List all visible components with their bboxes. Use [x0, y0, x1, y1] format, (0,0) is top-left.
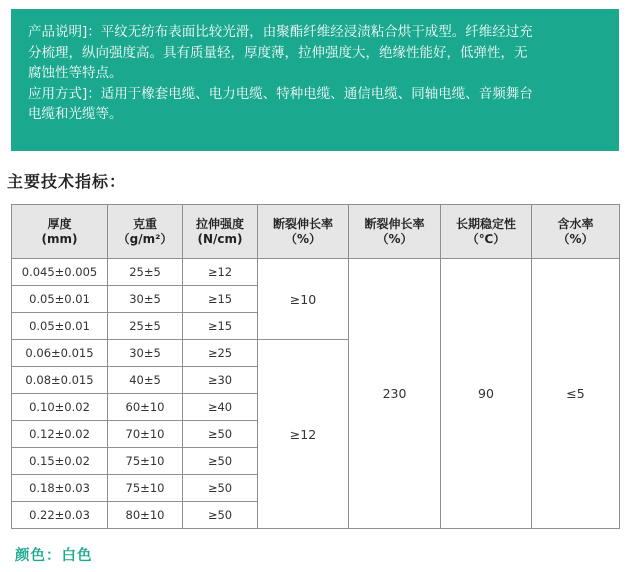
section-title: 主要技术指标： [7, 172, 127, 191]
intro-line: 应用方式]：适用于橡套电缆、电力电缆、特种电缆、通信电缆、同轴电缆、音频舞台 [28, 85, 533, 102]
cell-tensile: ≥50 [183, 475, 258, 502]
header-moisture: 含水率 （%） [532, 205, 620, 259]
cell-thickness: 0.06±0.015 [12, 340, 108, 367]
header-elongation-1: 断裂伸长率 （%） [258, 205, 349, 259]
cell-tensile: ≥12 [183, 259, 258, 286]
cell-thickness: 0.10±0.02 [12, 394, 108, 421]
cell-tensile: ≥50 [183, 448, 258, 475]
cell-stability: 90 [441, 259, 532, 529]
cell-weight: 75±10 [108, 475, 183, 502]
header-thickness: 厚度 (mm) [12, 205, 108, 259]
intro-line: 电缆和光缆等。 [28, 106, 123, 122]
cell-weight: 75±10 [108, 448, 183, 475]
cell-tensile: ≥15 [183, 286, 258, 313]
cell-weight: 30±5 [108, 340, 183, 367]
intro-line: 分梳理，纵向强度高。具有质量轻，厚度薄，拉伸强度大，绝缘性能好，低弹性，无 [28, 44, 528, 61]
cell-tensile: ≥25 [183, 340, 258, 367]
cell-thickness: 0.15±0.02 [12, 448, 108, 475]
cell-tensile: ≥50 [183, 502, 258, 529]
cell-moisture: ≤5 [532, 259, 620, 529]
cell-weight: 70±10 [108, 421, 183, 448]
cell-weight: 25±5 [108, 259, 183, 286]
cell-tensile: ≥50 [183, 421, 258, 448]
cell-thickness: 0.05±0.01 [12, 313, 108, 340]
cell-elongation-overall: 230 [349, 259, 441, 529]
cell-thickness: 0.045±0.005 [12, 259, 108, 286]
cell-weight: 30±5 [108, 286, 183, 313]
table-header-row [12, 205, 620, 259]
header-elongation-2: 断裂伸长率 （%） [349, 205, 441, 259]
cell-weight: 25±5 [108, 313, 183, 340]
cell-thickness: 0.08±0.015 [12, 367, 108, 394]
header-stability: 长期稳定性 （℃） [441, 205, 532, 259]
intro-line: 产品说明]：平纹无纺布表面比较光滑，由聚酯纤维经浸渍粘合烘干成型。纤维经过充 [28, 24, 533, 40]
header-weight: 克重 （g/m²） [108, 205, 183, 259]
product-description-box [11, 9, 619, 151]
cell-thickness: 0.22±0.03 [12, 502, 108, 529]
table-row [12, 259, 620, 286]
header-tensile: 拉伸强度 (N/cm) [183, 205, 258, 259]
cell-thickness: 0.05±0.01 [12, 286, 108, 313]
cell-weight: 60±10 [108, 394, 183, 421]
color-spec: 颜色：白色 [15, 548, 93, 564]
cell-tensile: ≥15 [183, 313, 258, 340]
cell-thickness: 0.12±0.02 [12, 421, 108, 448]
spec-table [11, 204, 620, 529]
cell-tensile: ≥30 [183, 367, 258, 394]
cell-tensile: ≥40 [183, 394, 258, 421]
cell-weight: 80±10 [108, 502, 183, 529]
cell-elongation-group-2: ≥12 [258, 340, 349, 529]
cell-thickness: 0.18±0.03 [12, 475, 108, 502]
intro-line: 腐蚀性等特点。 [28, 65, 123, 81]
cell-weight: 40±5 [108, 367, 183, 394]
cell-elongation-group-1: ≥10 [258, 259, 349, 340]
